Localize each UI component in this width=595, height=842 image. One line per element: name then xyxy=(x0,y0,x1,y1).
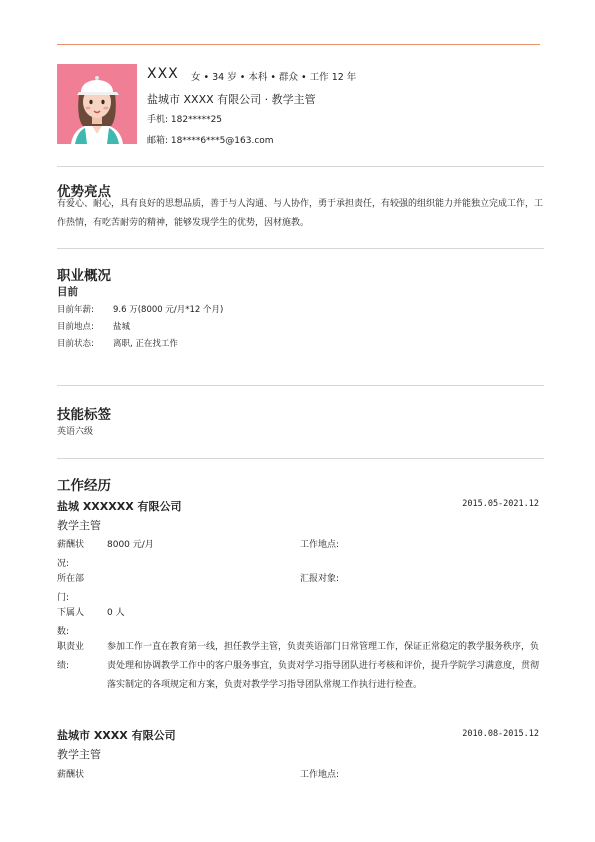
overview-subtitle: 目前 xyxy=(57,286,78,298)
job-date: 2015.05-2021.12 xyxy=(462,499,539,509)
salary-label: 目前年薪: xyxy=(57,305,94,315)
phone-number: 手机: 182*****25 xyxy=(147,115,223,125)
status-label: 目前状态: xyxy=(57,339,94,349)
avatar xyxy=(57,64,137,144)
job-duties-text: 参加工作一直在教育第一线，担任教学主管，负责英语部门日常管理工作，保证正常稳定的教学服务秩序，负责处理和协调教学工作中的客户服务事宜，负责对学习指导团队进行考核和评价，提升学院学习满意度，贯彻落实制定的各项规定和方案，负责对教学学习指导团队常规工作执行进行检查。 xyxy=(107,642,540,690)
header-accent-rule xyxy=(57,44,540,45)
skills-text: 英语六级 xyxy=(57,427,94,437)
job-duties-label: 职责业 绩: xyxy=(57,642,85,671)
job-title: 教学主管 xyxy=(57,519,101,532)
highlights-title: 优势亮点 xyxy=(57,184,111,200)
job-salary-value: 8000 元/月 xyxy=(107,540,154,550)
highlights-text: 有爱心、耐心，具有良好的思想品质，善于与人沟通、与人协作，勇于承担责任，有较强的组织能力并能独立完成工作，工作热情，有吃苦耐劳的精神，能够发现学生的优势，因材施教。 xyxy=(57,199,544,228)
status-value: 离职, 正在找工作 xyxy=(113,339,178,349)
job-subordinates-value: 0 人 xyxy=(107,608,125,618)
location-value: 盐城 xyxy=(113,322,131,332)
section-divider xyxy=(57,248,544,249)
current-company-position: 盐城市 XXXX 有限公司 · 教学主管 xyxy=(147,93,316,106)
email-address: 邮箱: 18****6***5@163.com xyxy=(147,136,274,146)
location-label: 目前地点: xyxy=(57,322,94,332)
overview-title: 职业概况 xyxy=(57,268,111,284)
candidate-meta: 女 • 34 岁 • 本科 • 群众 • 工作 12 年 xyxy=(191,72,357,83)
job-date: 2010.08-2015.12 xyxy=(462,729,539,739)
job-salary-label: 薪酬状 xyxy=(57,770,85,780)
candidate-name: XXX xyxy=(147,66,179,82)
job-salary-label: 薪酬状 况: xyxy=(57,540,85,569)
skills-title: 技能标签 xyxy=(57,407,111,423)
section-divider xyxy=(57,166,544,167)
job-subordinates-label: 下属人 数: xyxy=(57,608,85,637)
job-title: 教学主管 xyxy=(57,748,101,761)
job-location-label: 工作地点: xyxy=(300,540,340,550)
job-report-label: 汇报对象: xyxy=(300,574,340,584)
salary-value: 9.6 万(8000 元/月*12 个月) xyxy=(113,305,224,315)
section-divider xyxy=(57,458,544,459)
section-divider xyxy=(57,385,544,386)
job-location-label: 工作地点: xyxy=(300,770,340,780)
job-department-label: 所在部 门: xyxy=(57,574,85,603)
experience-title: 工作经历 xyxy=(57,478,111,494)
job-company: 盐城 XXXXXX 有限公司 xyxy=(57,500,182,513)
avatar-illustration-icon xyxy=(57,64,137,144)
job-company: 盐城市 XXXX 有限公司 xyxy=(57,729,176,742)
